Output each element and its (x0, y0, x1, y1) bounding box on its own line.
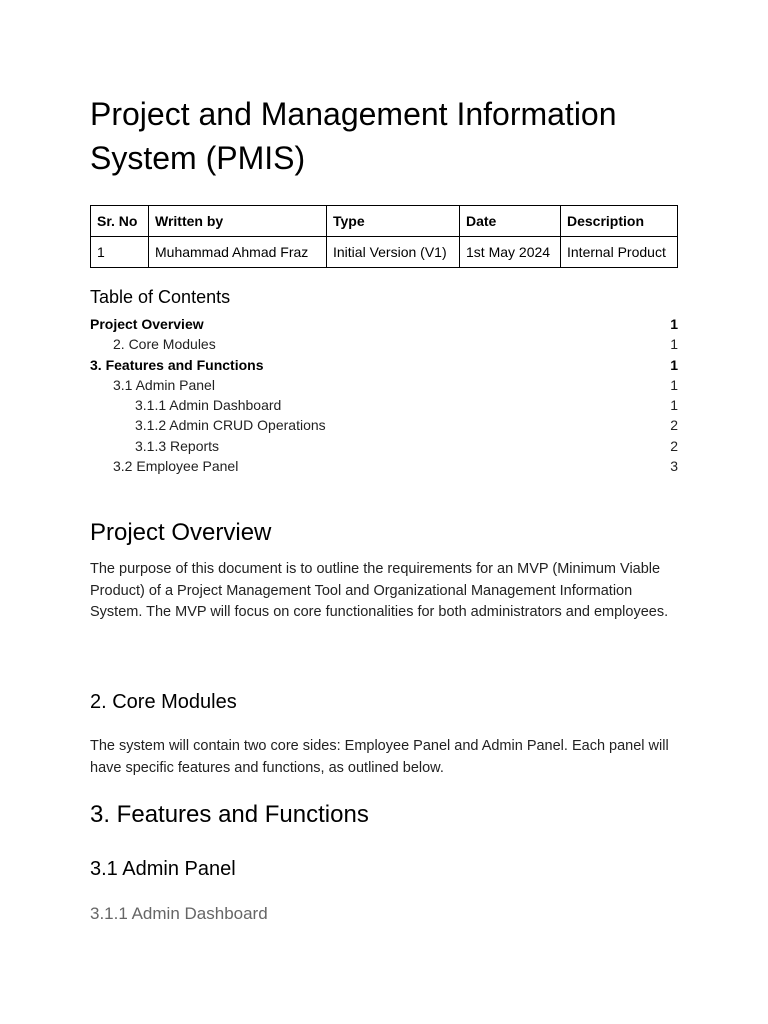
table-row (91, 237, 678, 268)
section-heading-core-modules: 2. Core Modules (90, 691, 237, 713)
toc-item-label: 3.2 Employee Panel (113, 458, 239, 475)
toc-page-number: 1 (670, 356, 678, 373)
toc-page-number: 3 (670, 458, 678, 475)
document-title: Project and Management Information System (PMIS) (90, 96, 617, 176)
toc-page-number: 1 (670, 397, 678, 414)
toc-page-number: 1 (670, 316, 678, 332)
column-header-sr-no: Sr. No (91, 206, 149, 237)
toc-item-label: 3.1 Admin Panel (113, 376, 215, 393)
toc-item-label: 3.1.1 Admin Dashboard (135, 397, 282, 414)
section-heading-features-and-functions: 3. Features and Functions (90, 801, 369, 828)
section-heading-project-overview: Project Overview (90, 519, 272, 546)
section-body-project-overview: The purpose of this document is to outline the requirements for an MVP (Minimum Viable Product) of a Project Management Tool and Organizational Management Information System. The MVP will focus on core functionalities for both administrators and employees. (90, 561, 669, 620)
table-of-contents (90, 314, 678, 476)
toc-heading: Table of Contents (90, 287, 231, 307)
toc-item-label: 3.1.2 Admin CRUD Operations (135, 417, 326, 434)
section-heading-admin-dashboard: 3.1.1 Admin Dashboard (90, 904, 268, 923)
toc-item-label: Project Overview (90, 316, 204, 332)
toc-item-admin-crud-operations[interactable] (90, 415, 678, 435)
cell-description: Internal Product (561, 237, 678, 268)
toc-item-admin-panel[interactable] (90, 375, 678, 395)
column-header-type: Type (327, 206, 460, 237)
cell-type: Initial Version (V1) (327, 237, 460, 268)
toc-item-label: 3. Features and Functions (90, 356, 264, 373)
toc-page-number: 1 (670, 336, 678, 353)
column-header-written-by: Written by (149, 206, 327, 237)
toc-page-number: 2 (670, 437, 678, 454)
toc-page-number: 1 (670, 376, 678, 393)
toc-item-label: 2. Core Modules (113, 336, 216, 353)
cell-sr-no: 1 (91, 237, 149, 268)
section-body-core-modules: The system will contain two core sides: Employee Panel and Admin Panel. Each panel will have specific features and functions, as outlined below. (90, 738, 669, 776)
table-header-row (91, 206, 678, 237)
toc-item-label: 3.1.3 Reports (135, 437, 220, 454)
toc-item-core-modules[interactable] (90, 334, 678, 354)
toc-page-number: 2 (670, 417, 678, 434)
cell-date: 1st May 2024 (460, 237, 561, 268)
column-header-date: Date (460, 206, 561, 237)
toc-item-features-and-functions[interactable] (90, 355, 678, 375)
toc-item-reports[interactable] (90, 436, 678, 456)
toc-item-admin-dashboard[interactable] (90, 395, 678, 415)
toc-item-employee-panel[interactable] (90, 456, 678, 476)
column-header-description: Description (561, 206, 678, 237)
cell-written-by: Muhammad Ahmad Fraz (149, 237, 327, 268)
toc-item-project-overview[interactable] (90, 314, 678, 334)
section-heading-admin-panel: 3.1 Admin Panel (90, 858, 236, 880)
revision-table (90, 205, 678, 268)
